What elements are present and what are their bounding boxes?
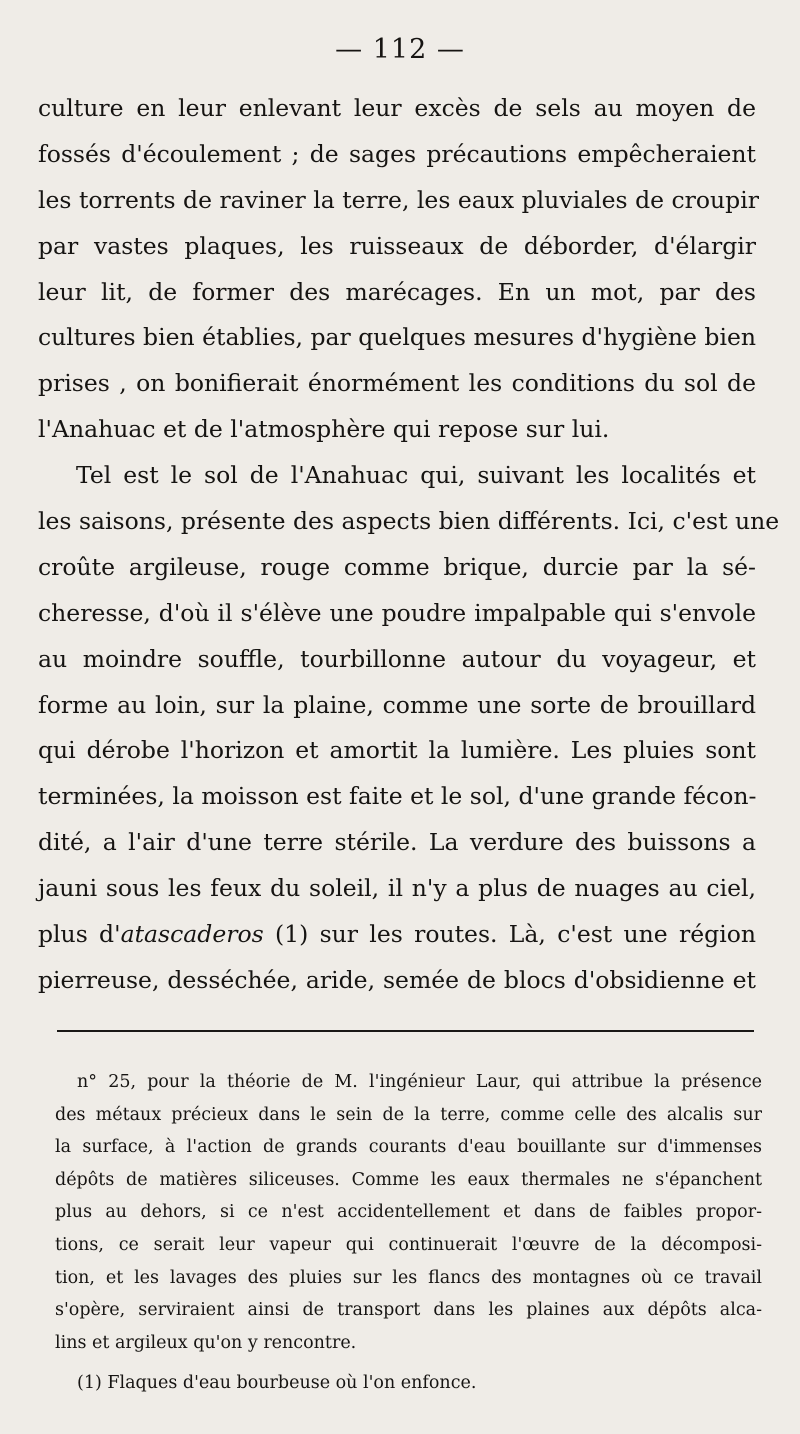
text-line: les saisons, présente des aspects bien différents. Ici, c'est une (38, 507, 780, 536)
page-number: — 112 — (335, 34, 465, 65)
text-line: par vastes plaques, les ruisseaux de déborder, d'élargir (38, 231, 756, 260)
text-segment: (1) sur les routes. Là, c'est une région (263, 920, 757, 949)
note-line: tions, ce serait leur vapeur qui continuerait l'œuvre de la décomposi- (55, 1234, 762, 1255)
text-line: croûte argileuse, rouge comme brique, durcie par la sé- (38, 552, 756, 581)
footnote: (1) Flaques d'eau bourbeuse où l'on enfonce. (77, 1373, 477, 1394)
note-line: des métaux précieux dans le sein de la terre, comme celle des alcalis sur (55, 1104, 762, 1125)
text-line: les torrents de raviner la terre, les eaux pluviales de croupir (38, 185, 759, 214)
text-line: jauni sous les feux du soleil, il n'y a plus de nuages au ciel, (38, 874, 756, 903)
text-line (38, 912, 756, 958)
note-line: n° 25, pour la théorie de M. l'ingénieur Laur, qui attribue la présence (77, 1072, 762, 1092)
text-segment: plus d' (38, 920, 121, 949)
text-line: cultures bien établies, par quelques mesures d'hygiène bien (38, 323, 757, 352)
text-line: fossés d'écoulement ; de sages précautions empêcheraient (38, 139, 756, 168)
text-line: forme au loin, sur la plaine, comme une sorte de brouillard (38, 690, 756, 719)
text-line: terminées, la moisson est faite et le sol, d'une grande fécon- (38, 782, 757, 811)
note-line: plus au dehors, si ce n'est accidentellement et dans de faibles propor- (55, 1202, 762, 1223)
text-line: leur lit, de former des marécages. En un mot, par des (38, 277, 756, 306)
text-line: pierreuse, desséchée, aride, semée de blocs d'obsidienne et (38, 965, 756, 994)
text-line: l'Anahuac et de l'atmosphère qui repose sur lui. (38, 415, 610, 444)
text-line: cheresse, d'où il s'élève une poudre impalpable qui s'envole (38, 598, 756, 627)
italic-term: atascaderos (120, 920, 264, 949)
note-line: tion, et les lavages des pluies sur les flancs des montagnes où ce travail (55, 1267, 762, 1288)
text-line: qui dérobe l'horizon et amortit la lumière. Les pluies sont (38, 736, 756, 765)
text-line: dité, a l'air d'une terre stérile. La verdure des buissons a (38, 828, 756, 857)
text-line: au moindre souffle, tourbillonne autour du voyageur, et (38, 644, 756, 673)
text-line: prises , on bonifierait énormément les conditions du sol de (38, 369, 756, 398)
text-line-paragraph-start: Tel est le sol de l'Anahuac qui, suivant les localités et (76, 461, 756, 490)
note-line: s'opère, serviraient ainsi de transport dans les plaines aux dépôts alca- (55, 1300, 762, 1321)
note-line: la surface, à l'action de grands courants d'eau bouillante sur d'immenses (55, 1137, 762, 1158)
main-text (38, 86, 780, 1004)
note-line: dépôts de matières siliceuses. Comme les eaux thermales ne s'épanchent (55, 1169, 762, 1190)
note-continuation (55, 1066, 762, 1400)
footnote-separator (57, 1030, 754, 1032)
note-line: lins et argileux qu'on y rencontre. (55, 1332, 357, 1353)
text-line: culture en leur enlevant leur excès de sels au moyen de (38, 94, 756, 122)
